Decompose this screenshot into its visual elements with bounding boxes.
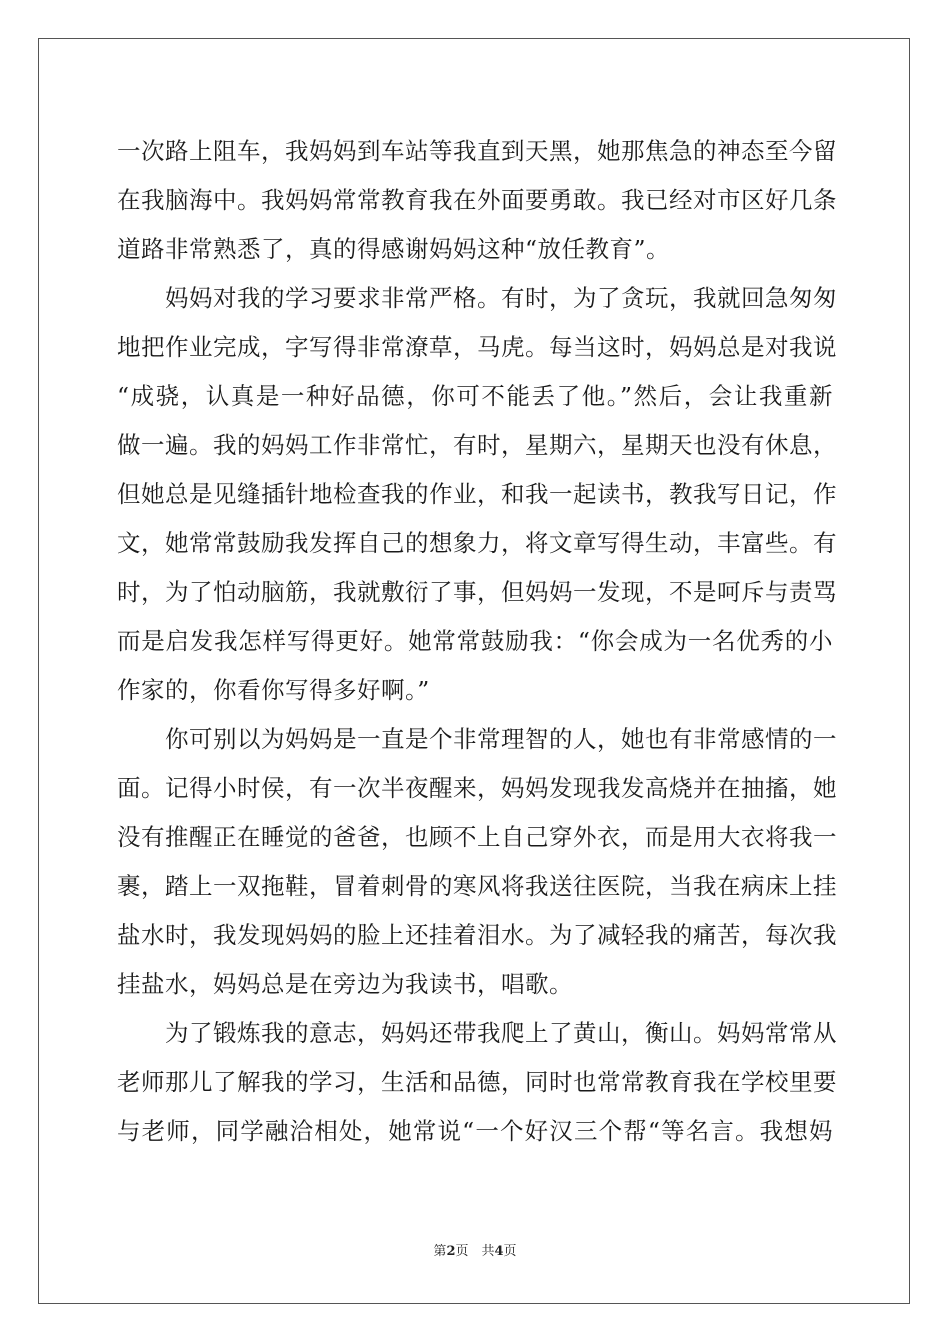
text-line: 老师那儿了解我的学习，生活和品德，同时也常常教育我在学校里要	[117, 1068, 837, 1096]
text-line: 盐水时，我发现妈妈的脸上还挂着泪水。为了减轻我的痛苦，每次我	[117, 921, 837, 949]
page-number-total: 4	[494, 1244, 504, 1259]
text-line: 时，为了怕动脑筋，我就敷衍了事，但妈妈一发现，不是呵斥与责骂	[117, 578, 837, 606]
text-line: 地把作业完成，字写得非常潦草，马虎。每当这时，妈妈总是对我说	[117, 333, 837, 361]
paragraph-start-line: 你可别以为妈妈是一直是个非常理智的人，她也有非常感情的一	[165, 725, 837, 753]
text-line: 道路非常熟悉了，真的得感谢妈妈这种“放任教育”。	[117, 235, 671, 263]
page-footer	[0, 1240, 950, 1259]
text-line: 面。记得小时侯，有一次半夜醒来，妈妈发现我发高烧并在抽搐，她	[117, 774, 837, 802]
text-line: “成骁，认真是一种好品德，你可不能丢了他。”然后，会让我重新	[117, 382, 833, 410]
document-body	[117, 127, 837, 1156]
page-number-prefix: 第	[433, 1244, 447, 1259]
text-line: 文，她常常鼓励我发挥自己的想象力，将文章写得生动，丰富些。有	[117, 529, 837, 557]
text-line: 但她总是见缝插针地检查我的作业，和我一起读书，教我写日记，作	[117, 480, 837, 508]
page-number-suffix: 页	[503, 1244, 517, 1259]
text-line: 没有推醒正在睡觉的爸爸，也顾不上自己穿外衣，而是用大衣将我一	[117, 823, 837, 851]
text-line: 而是启发我怎样写得更好。她常常鼓励我：“你会成为一名优秀的小	[117, 627, 833, 655]
page-number-mid: 页 共	[455, 1244, 495, 1259]
text-line: 在我脑海中。我妈妈常常教育我在外面要勇敢。我已经对市区好几条	[117, 186, 837, 214]
text-line: 作家的，你看你写得多好啊。”	[117, 676, 430, 704]
text-line: 做一遍。我的妈妈工作非常忙，有时，星期六，星期天也没有休息，	[117, 431, 837, 459]
page-number-current: 2	[446, 1244, 456, 1259]
paragraph-start-line: 为了锻炼我的意志，妈妈还带我爬上了黄山，衡山。妈妈常常从	[165, 1019, 837, 1047]
text-line: 一次路上阻车，我妈妈到车站等我直到天黑，她那焦急的神态至今留	[117, 137, 837, 165]
paragraph-start-line: 妈妈对我的学习要求非常严格。有时，为了贪玩，我就回急匆匆	[165, 284, 837, 312]
text-line: 与老师，同学融洽相处，她常说“一个好汉三个帮“等名言。我想妈	[117, 1117, 833, 1145]
text-line: 挂盐水，妈妈总是在旁边为我读书，唱歌。	[117, 970, 573, 998]
text-line: 裹，踏上一双拖鞋，冒着刺骨的寒风将我送往医院，当我在病床上挂	[117, 872, 837, 900]
